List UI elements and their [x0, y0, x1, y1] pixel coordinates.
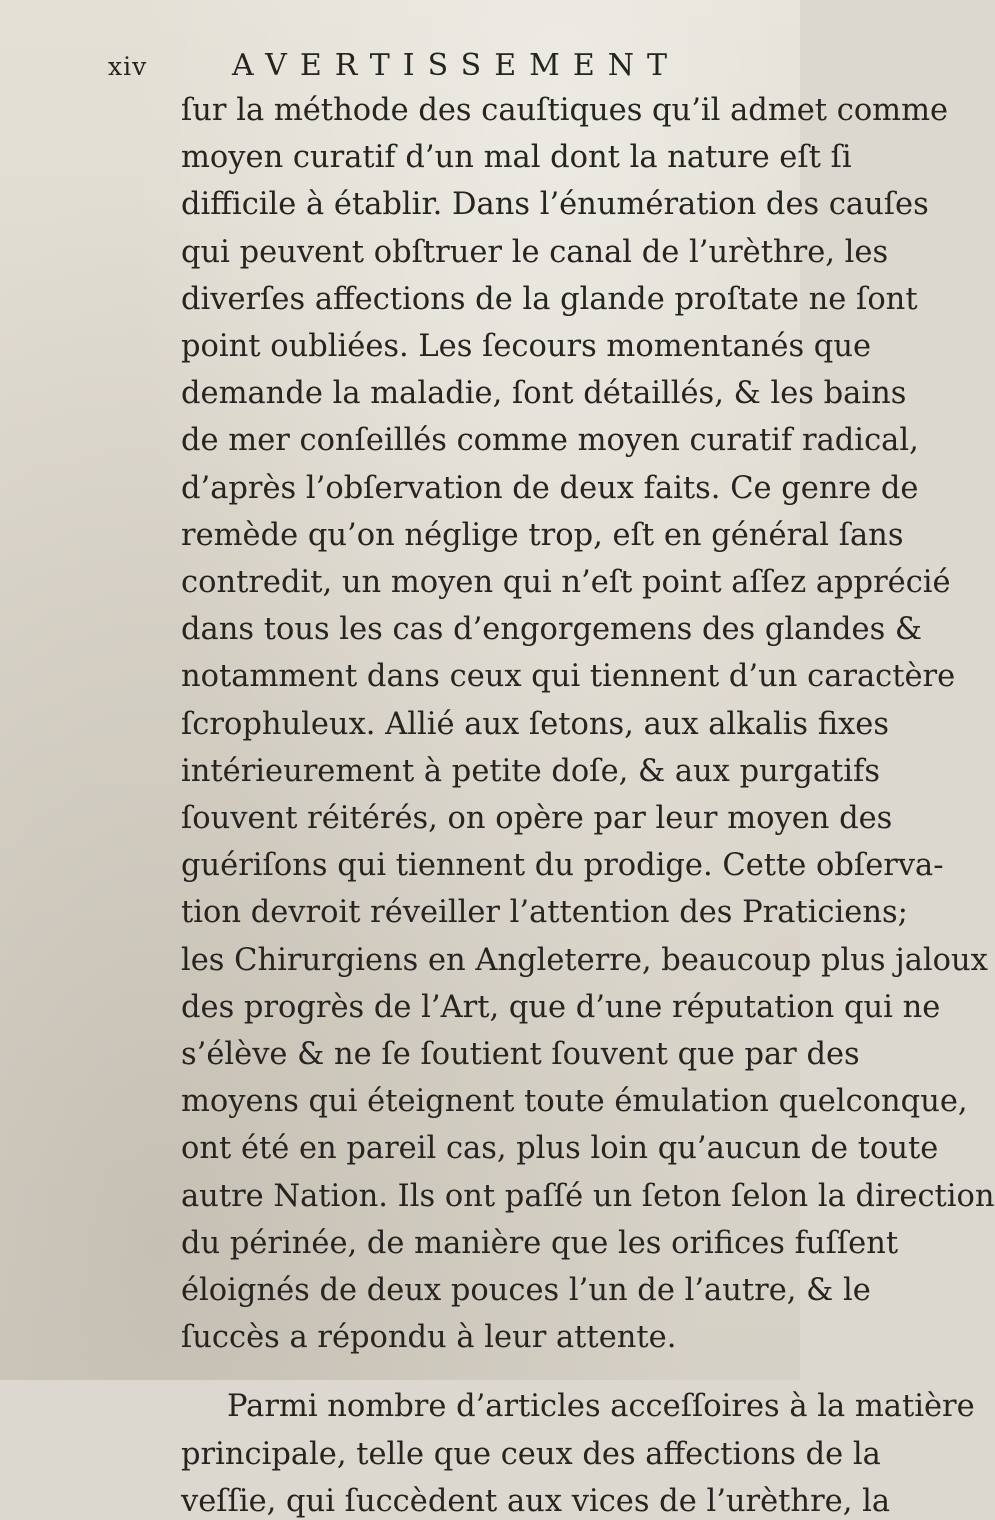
text-line: des progrès de l’Art, que d’une réputation qui ne [181, 989, 941, 1025]
text-line: moyens qui éteignent toute émulation quelconque, [181, 1084, 968, 1120]
text-line: difficile à établir. Dans l’énumération des cauſes [181, 187, 929, 223]
text-line: dans tous les cas d’engorgemens des glandes & [181, 612, 923, 648]
text-line: guériſons qui tiennent du prodige. Cette obſerva- [181, 848, 944, 884]
text-line: ſur la méthode des cauſtiques qu’il admet comme [181, 93, 949, 128]
text-line: tion devroit réveiller l’attention des Praticiens; [181, 895, 908, 931]
text-line: veſſie, qui ſuccèdent aux vices de l’urèthre, la [181, 1483, 891, 1519]
text-line: diverſes affections de la glande proſtate ne ſont [181, 281, 918, 317]
text-line: éloignés de deux pouces l’un de l’autre, & le [181, 1273, 871, 1308]
running-head: AVERTISSEMENT [232, 48, 681, 83]
text-line: qui peuvent obſtruer le canal de l’urèthre, les [181, 234, 889, 270]
text-line: ſcrophuleux. Allié aux ſetons, aux alkalis fixes [181, 706, 889, 742]
text-line: demande la maladie, ſont détaillés, & les bains [181, 376, 907, 412]
text-line: les Chirurgiens en Angleterre, beaucoup plus jaloux [181, 942, 988, 978]
text-line: ſouvent réitérés, on opère par leur moyen des [181, 801, 893, 836]
text-line: contredit, un moyen qui n’eſt point aſſez apprécié [181, 565, 951, 600]
text-line: s’élève & ne ſe ſoutient ſouvent que par des [181, 1037, 860, 1072]
text-line: notamment dans ceux qui tiennent d’un caractère [181, 659, 956, 695]
text-line: ſuccès a répondu à leur attente. [181, 1320, 677, 1356]
text-line: d’après l’obſervation de deux faits. Ce genre de [181, 470, 919, 506]
page-header [108, 48, 708, 88]
text-line: ont été en pareil cas, plus loin qu’aucun de toute [181, 1131, 939, 1167]
text-line: de mer conſeillés comme moyen curatif radical, [181, 423, 919, 459]
text-line: du périnée, de manière que les orifices fuſſent [181, 1225, 899, 1261]
page-number: xiv [108, 52, 148, 81]
text-line: autre Nation. Ils ont paſſé un ſeton ſelon la direction [181, 1178, 995, 1214]
text-line: principale, telle que ceux des affections de la [181, 1436, 881, 1472]
text-line: moyen curatif d’un mal dont la nature eſt ſi [181, 140, 852, 176]
text-line: remède qu’on néglige trop, eſt en général ſans [181, 517, 904, 553]
text-line: point oubliées. Les ſecours momentanés que [181, 329, 872, 364]
text-line: Parmi nombre d’articles acceſſoires à la matière [227, 1389, 975, 1425]
text-line: intérieurement à petite doſe, & aux purgatifs [181, 753, 880, 789]
